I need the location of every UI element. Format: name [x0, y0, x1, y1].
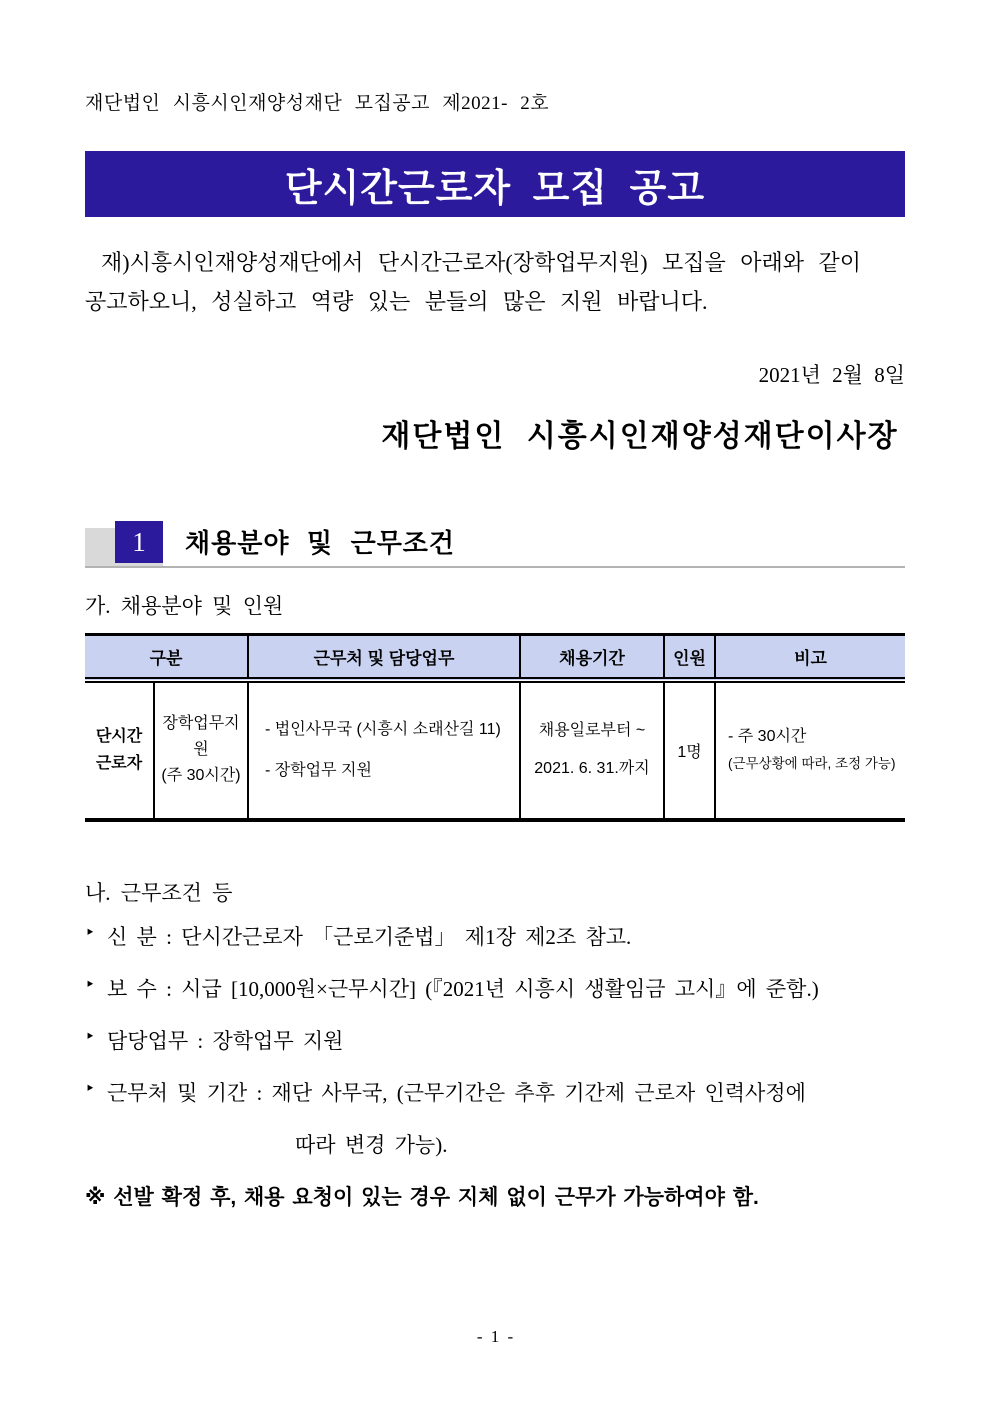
- section-number-badge: 1: [115, 521, 163, 563]
- condition-text: 신 분 : 단시간근로자 「근로기준법」 제1장 제2조 참고.: [107, 924, 632, 949]
- cell-position: [154, 680, 248, 820]
- condition-item-workplace: [85, 1077, 905, 1107]
- intro-line-1: 재)시흥시인재양성재단에서 단시간근로자(장학업무지원) 모집을 아래와 같이: [101, 250, 862, 275]
- position-line-2: (주 30시간): [161, 767, 241, 784]
- special-note: ※ 선발 확정 후, 채용 요청이 있는 경우 지체 없이 근무가 가능하여야 함.: [85, 1185, 759, 1209]
- section-title: 채용분야 및 근무조건: [185, 529, 456, 558]
- condition-item-pay: [85, 973, 905, 1003]
- intro-line-2: 공고하오니, 성실하고 역량 있는 분들의 많은 지원 바랍니다.: [85, 289, 708, 314]
- bullet-icon: ‣: [85, 1078, 96, 1098]
- section-underline: [85, 566, 905, 568]
- category-line-1: 단시간: [95, 728, 143, 745]
- table-header-period: 채용기간: [520, 635, 664, 680]
- bullet-icon: ‣: [85, 922, 96, 942]
- cell-duty: [248, 680, 520, 820]
- duty-line-1: - 법인사무국 (시흥시 소래산길 11): [265, 721, 501, 738]
- signature-text: 재단법인 시흥시인재양성재단이사장: [381, 420, 899, 453]
- condition-item-status: [85, 921, 905, 951]
- intro-paragraph: [85, 243, 905, 321]
- condition-text: 담당업무 : 장학업무 지원: [107, 1028, 344, 1053]
- cell-note: [715, 680, 905, 820]
- table-header-note: 비고: [715, 635, 905, 680]
- section-1-header: [85, 521, 905, 568]
- cell-category: [85, 680, 154, 820]
- bullet-icon: ‣: [85, 1026, 96, 1046]
- category-line-2: 근로자: [95, 755, 143, 772]
- position-line-1: 장학업무지원: [162, 715, 240, 758]
- signature-block: [375, 411, 905, 455]
- condition-text: 보 수 : 시급 [10,000원×근무시간] (『2021년 시흥시 생활임금 고시』에 준함.): [107, 976, 819, 1001]
- subsection-b-title: 나. 근무조건 등: [85, 880, 233, 905]
- period-line-1: 채용일로부터 ~: [538, 722, 646, 739]
- condition-continuation: 따라 변경 가능).: [295, 1132, 448, 1157]
- table-header-duty: 근무처 및 담당업무: [248, 635, 520, 680]
- title-banner: [85, 151, 905, 217]
- subsection-a-title: 가. 채용분야 및 인원: [85, 594, 284, 618]
- duty-line-2: - 장학업무 지원: [265, 762, 372, 779]
- banner-title: 단시간근로자 모집 공고: [284, 167, 706, 210]
- announcement-date: 2021년 2월 8일: [758, 363, 905, 387]
- condition-text: 근무처 및 기간 : 재단 사무국, (근무기간은 추후 기간제 근로자 인력사정에: [107, 1080, 806, 1105]
- table-header-row: [85, 635, 905, 680]
- cell-headcount: 1명: [664, 680, 715, 820]
- page-number: - 1 -: [476, 1327, 516, 1346]
- conditions-list: [85, 921, 905, 1159]
- table-header-category: 구분: [85, 635, 248, 680]
- doc-number: 재단법인 시흥시인재양성재단 모집공고 제2021- 2호: [85, 93, 550, 114]
- table-header-headcount: 인원: [664, 635, 715, 680]
- condition-item-duty: [85, 1025, 905, 1055]
- cell-period: [520, 680, 664, 820]
- period-line-2: 2021. 6. 31.까지: [534, 760, 650, 777]
- note-line-2: (근무상황에 따라, 조정 가능): [728, 756, 896, 771]
- recruitment-table: [85, 633, 905, 822]
- bullet-icon: ‣: [85, 974, 96, 994]
- note-line-1: - 주 30시간: [728, 728, 807, 745]
- table-row: [85, 680, 905, 820]
